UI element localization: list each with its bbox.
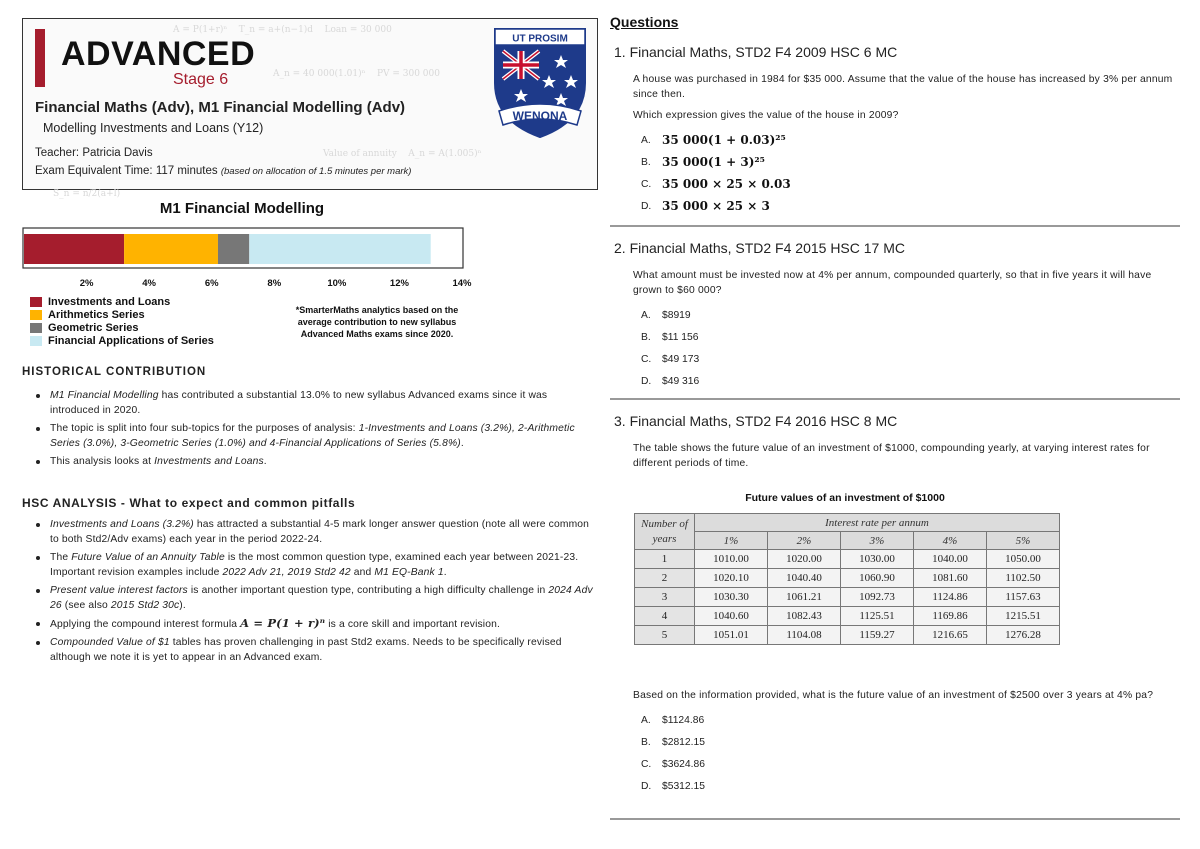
- table-cell-years: 5: [635, 626, 695, 645]
- list-item: This analysis looks at Investments and Loans.: [34, 454, 596, 469]
- x-tick-label: 6%: [204, 278, 219, 289]
- legend-label: Arithmetics Series: [48, 308, 145, 321]
- background-decoration: Value of annuity A_n = A(1.005)ⁿ: [323, 149, 482, 159]
- answer-options: [641, 709, 1182, 797]
- chart-footnote: *SmarterMaths analytics based on the average contribution to new syllabus Advanced Maths exams since 2020.: [295, 305, 459, 339]
- chart-legend: [30, 295, 214, 347]
- answer-option-b[interactable]: B. $11 156: [641, 331, 699, 343]
- question-divider: [610, 818, 1180, 820]
- legend-item: [30, 321, 214, 334]
- answer-option-c[interactable]: C. 35 000 × 25 × 0.03: [641, 177, 791, 191]
- table-cell-value: 1030.00: [841, 550, 914, 569]
- school-crest-logo: [491, 25, 589, 141]
- historical-contribution-heading: HISTORICAL CONTRIBUTION: [22, 366, 207, 378]
- answer-option-c[interactable]: C. $3624.86: [641, 758, 705, 770]
- background-decoration: A_n = 40 000(1.01)ⁿ PV = 300 000: [273, 69, 440, 79]
- table-cell-years: 2: [635, 569, 695, 588]
- answer-option-a[interactable]: A. $1124.86: [641, 714, 705, 726]
- table-cell-value: 1050.00: [987, 550, 1060, 569]
- contribution-bar-chart: [22, 220, 472, 292]
- x-tick-label: 10%: [327, 278, 347, 289]
- bar-segment-2: [124, 234, 218, 264]
- background-decoration: A = P(1+r)ⁿ T_n = a+(n−1)d Loan = 30 000: [173, 25, 392, 35]
- compound-interest-formula: A = P(1 + r)ⁿ: [240, 616, 326, 630]
- x-tick-label: 8%: [267, 278, 282, 289]
- question-divider: [610, 225, 1180, 227]
- legend-item: [30, 295, 214, 308]
- legend-swatch: [30, 310, 42, 320]
- list-item: Present value interest factors is another important question type, contributing a high difficulty challenge in 2024 Adv 26 (see also 2015 Std2 30c).: [34, 583, 596, 613]
- table-cell-value: 1051.01: [695, 626, 768, 645]
- list-item: The topic is split into four sub-topics for the purposes of analysis: 1-Investments and Loans (3.2%), 2-Arithmetic Series (3.0%), 3-Geometric Series (1.0%) and 4-Financial Applications of Series (5.8%).: [34, 421, 596, 451]
- table-header-rate: 4%: [914, 532, 987, 550]
- question-2: [610, 240, 1182, 392]
- legend-swatch: [30, 297, 42, 307]
- legend-swatch: [30, 336, 42, 346]
- question-title: 3. Financial Maths, STD2 F4 2016 HSC 8 MC: [614, 413, 898, 429]
- table-cell-years: 1: [635, 550, 695, 569]
- table-header-group: Interest rate per annum: [695, 514, 1060, 532]
- list-item: M1 Financial Modelling has contributed a substantial 13.0% to new syllabus Advanced exams since it was introduced in 2020.: [34, 388, 596, 418]
- legend-item: [30, 308, 214, 321]
- legend-label: Financial Applications of Series: [48, 334, 214, 347]
- exam-time-line: [35, 165, 411, 177]
- table-cell-value: 1060.90: [841, 569, 914, 588]
- hsc-analysis-heading: HSC ANALYSIS - What to expect and common pitfalls: [22, 496, 356, 510]
- x-tick-label: 4%: [142, 278, 157, 289]
- table-cell-value: 1159.27: [841, 626, 914, 645]
- header-banner: [22, 18, 598, 199]
- table-cell-years: 4: [635, 607, 695, 626]
- legend-swatch: [30, 323, 42, 333]
- questions-heading: Questions: [610, 14, 679, 30]
- table-header-rate: 1%: [695, 532, 768, 550]
- table-cell-value: 1124.86: [914, 588, 987, 607]
- table-cell-value: 1082.43: [768, 607, 841, 626]
- list-item: Investments and Loans (3.2%) has attracted a substantial 4-5 mark longer answer question (note all were common to both Std2/Adv exams) each year in the period 2022-24.: [34, 517, 596, 547]
- question-prompt: Which expression gives the value of the house in 2009?: [633, 110, 899, 121]
- table-row: [635, 588, 1060, 607]
- hsc-analysis-list: [34, 517, 596, 668]
- answer-option-d[interactable]: D. 35 000 × 25 × 3: [641, 199, 770, 213]
- bar-segment-3: [218, 234, 249, 264]
- table-title: Future values of an investment of $1000: [745, 492, 945, 504]
- historical-contribution-list: [34, 388, 596, 472]
- table-cell-years: 3: [635, 588, 695, 607]
- question-3: [610, 413, 1182, 471]
- crest-motto: UT PROSIM: [512, 33, 568, 45]
- bar-segment-1: [24, 234, 124, 264]
- table-cell-value: 1276.28: [987, 626, 1060, 645]
- question-text: The table shows the future value of an investment of $1000, compounding yearly, at varying interest rates for different periods of time.: [633, 443, 1150, 469]
- table-cell-value: 1061.21: [768, 588, 841, 607]
- teacher-name: Patricia Davis: [82, 147, 153, 159]
- table-cell-value: 1040.60: [695, 607, 768, 626]
- crest-name: WENONA: [512, 109, 568, 123]
- table-row: [635, 550, 1060, 569]
- question-title: 1. Financial Maths, STD2 F4 2009 HSC 6 MC: [614, 44, 898, 60]
- teacher-label: Teacher:: [35, 147, 80, 159]
- table-header-rate: 5%: [987, 532, 1060, 550]
- answer-option-d[interactable]: D. $49 316: [641, 375, 700, 387]
- question-title: 2. Financial Maths, STD2 F4 2015 HSC 17 MC: [614, 240, 906, 256]
- course-stage: Stage 6: [173, 71, 229, 88]
- table-cell-value: 1040.00: [914, 550, 987, 569]
- table-cell-value: 1040.40: [768, 569, 841, 588]
- teacher-line: [35, 147, 153, 159]
- table-row: [635, 626, 1060, 645]
- x-tick-label: 2%: [79, 278, 94, 289]
- course-title: ADVANCED: [61, 35, 256, 73]
- table-header-years: Number of years: [635, 514, 695, 550]
- table-cell-value: 1216.65: [914, 626, 987, 645]
- answer-option-b[interactable]: B. 35 000(1 + 3)²⁵: [641, 155, 765, 169]
- chart-title: M1 Financial Modelling: [159, 200, 325, 217]
- answer-option-c[interactable]: C. $49 173: [641, 353, 700, 365]
- answer-option-a[interactable]: A. 35 000(1 + 0.03)²⁵: [641, 133, 786, 147]
- table-header-rate: 3%: [841, 532, 914, 550]
- table-cell-value: 1030.30: [695, 588, 768, 607]
- answer-option-a[interactable]: A. $8919: [641, 309, 691, 321]
- table-cell-value: 1169.86: [914, 607, 987, 626]
- table-cell-value: 1010.00: [695, 550, 768, 569]
- question-prompt: Based on the information provided, what is the future value of an investment of $2500 over 3 years at 4% pa?: [633, 690, 1154, 701]
- answer-option-d[interactable]: D. $5312.15: [641, 780, 705, 792]
- table-cell-value: 1215.51: [987, 607, 1060, 626]
- exam-time-label: Exam Equivalent Time:: [35, 165, 153, 177]
- x-tick-label: 12%: [389, 278, 409, 289]
- table-header-rate: 2%: [768, 532, 841, 550]
- exam-time-note: (based on allocation of 1.5 minutes per mark): [220, 166, 412, 177]
- table-cell-value: 1102.50: [987, 569, 1060, 588]
- legend-label: Geometric Series: [48, 321, 139, 334]
- legend-label: Investments and Loans: [48, 295, 171, 308]
- answer-options: [641, 129, 1182, 217]
- accent-bar: [35, 29, 45, 87]
- table-cell-value: 1020.10: [695, 569, 768, 588]
- table-row: [635, 607, 1060, 626]
- list-item: Compounded Value of $1 tables has proven challenging in past Std2 exams. Needs to be specifically revised although we note it is yet to appear in an Advanced exam.: [34, 635, 596, 665]
- table-cell-value: 1020.00: [768, 550, 841, 569]
- bar-segment-4: [249, 234, 430, 264]
- question-3-part-2: [610, 688, 1182, 797]
- question-divider: [610, 398, 1180, 400]
- question-text: What amount must be invested now at 4% per annum, compounded quarterly, so that in five years it will have grown to $60 000?: [633, 270, 1152, 296]
- question-text: A house was purchased in 1984 for $35 000. Assume that the value of the house has increased by 3% per annum since then.: [633, 74, 1173, 100]
- table-cell-value: 1125.51: [841, 607, 914, 626]
- future-value-table: [634, 513, 1060, 645]
- subtopic-title: Modelling Investments and Loans (Y12): [43, 121, 264, 135]
- topic-title: Financial Maths (Adv), M1 Financial Modelling (Adv): [35, 99, 406, 116]
- answer-option-b[interactable]: B. $2812.15: [641, 736, 705, 748]
- background-decoration: S_n = n/2(a+l): [53, 189, 121, 199]
- legend-item: [30, 334, 214, 347]
- table-row: [635, 569, 1060, 588]
- question-1: [610, 44, 1182, 217]
- x-tick-label: 14%: [452, 278, 472, 289]
- table-cell-value: 1104.08: [768, 626, 841, 645]
- list-item: Applying the compound interest formula A = P(1 + r)ⁿ is a core skill and important revision.: [34, 616, 596, 632]
- answer-options: [641, 304, 1182, 392]
- table-cell-value: 1081.60: [914, 569, 987, 588]
- list-item: The Future Value of an Annuity Table is the most common question type, examined each year between 2021-23. Important revision examples include 2022 Adv 21, 2019 Std2 42 and M1 EQ-Bank 1.: [34, 550, 596, 580]
- table-cell-value: 1092.73: [841, 588, 914, 607]
- table-cell-value: 1157.63: [987, 588, 1060, 607]
- exam-time-value: 117 minutes: [155, 165, 218, 177]
